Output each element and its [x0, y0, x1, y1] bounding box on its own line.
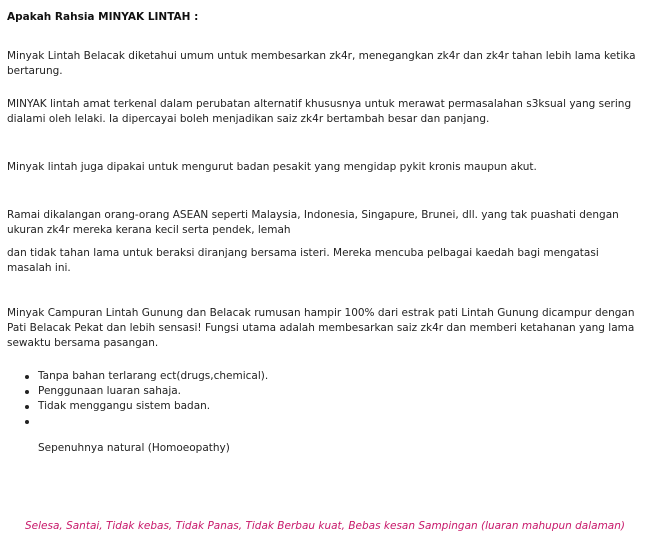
paragraph-alternative-medicine: MINYAK lintah amat terkenal dalam perubatan alternatif khususnya untuk merawat permasalahan s3ksual yang sering dialami oleh lelaki. Ia dipercayai boleh menjadikan saiz zk4r bertambah besar dan panjang. — [7, 98, 632, 125]
list-item — [38, 414, 268, 429]
paragraph-mixture: Minyak Campuran Lintah Gunung dan Belacak rumusan hampir 100% dari estrak pati Lintah Gunung dicampur dengan Pati Belacak Pekat dan lebih sensasi! Fungsi utama adalah membesarkan saiz zk4r dan memberi ketahanan yang lama sewaktu bersama pasangan. — [7, 307, 635, 349]
footer-note: Selesa, Santai, Tidak kebas, Tidak Panas, Tidak Berbau kuat, Bebas kesan Sampingan (luaran mahupun dalaman) — [24, 520, 625, 532]
natural-note: Sepenuhnya natural (Homoeopathy) — [38, 442, 230, 454]
paragraph-massage: Minyak lintah juga dipakai untuk mengurut badan pesakit yang mengidap pykit kronis maupun akut. — [7, 161, 537, 173]
paragraph-intro: Minyak Lintah Belacak diketahui umum untuk membesarkan zk4r, menegangkan zk4r dan zk4r tahan lebih lama ketika bertarung. — [7, 50, 636, 77]
list-item: Tidak menggangu sistem badan. — [38, 399, 268, 414]
list-item: Penggunaan luaran sahaja. — [38, 384, 268, 399]
paragraph-methods: dan tidak tahan lama untuk beraksi diranjang bersama isteri. Mereka mencuba pelbagai kaedah bagi mengatasi masalah ini. — [7, 247, 599, 274]
page-title: Apakah Rahsia MINYAK LINTAH : — [7, 11, 199, 23]
list-item: Tanpa bahan terlarang ect(drugs,chemical). — [38, 370, 269, 382]
benefits-list — [23, 369, 268, 429]
paragraph-asean: Ramai dikalangan orang-orang ASEAN seperti Malaysia, Indonesia, Singapure, Brunei, dll. yang tak puashati dengan ukuran zk4r mereka kerana kecil serta pendek, lemah — [7, 209, 619, 236]
